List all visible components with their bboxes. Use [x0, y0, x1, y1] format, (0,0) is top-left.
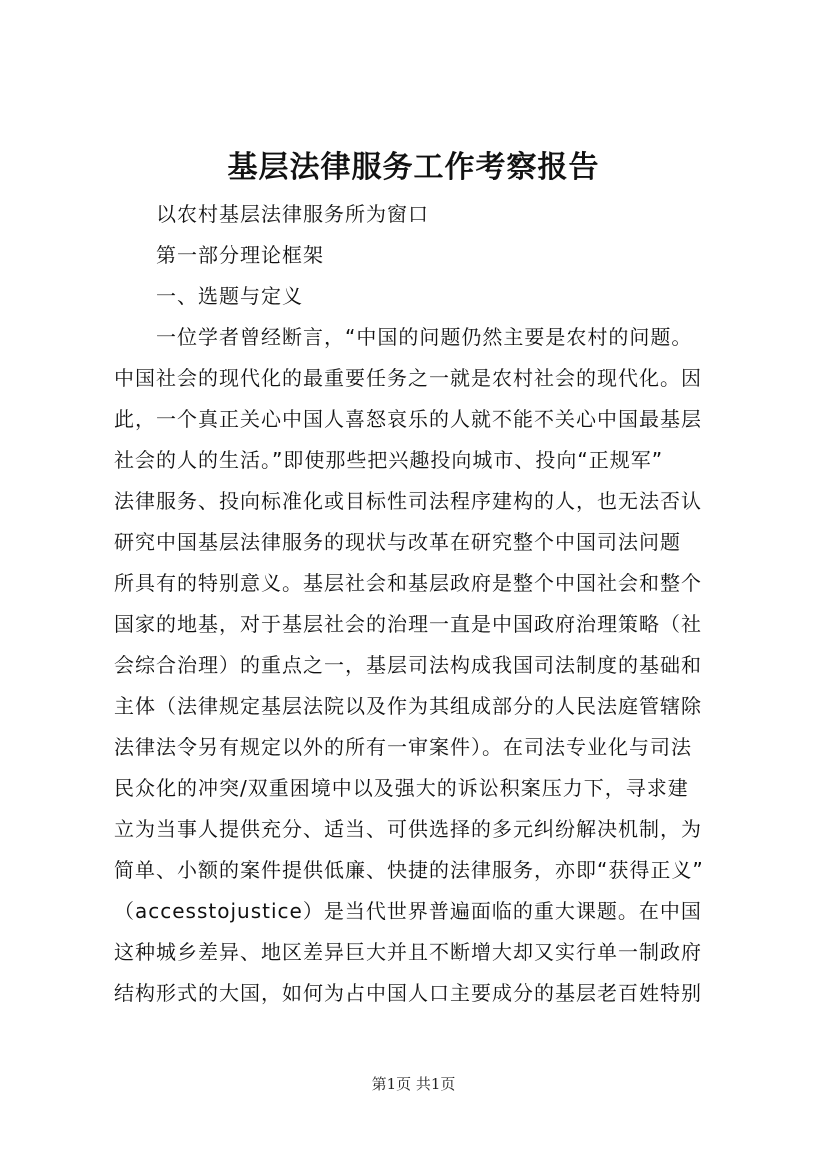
paragraph-line: 社会的人的生活。”即使那些把兴趣投向城市、投向“正规军” — [114, 448, 664, 472]
paragraph-line: 国家的地基，对于基层社会的治理一直是中国政府治理策略（社 — [114, 612, 702, 636]
paragraph-line: 立为当事人提供充分、适当、可供选择的多元纠纷解决机制，为 — [114, 817, 702, 841]
subsection-heading: 一、选题与定义 — [156, 284, 303, 308]
document-body — [114, 194, 754, 1014]
paragraph-line: 结构形式的大国，如何为占中国人口主要成分的基层老百姓特别 — [114, 981, 702, 1005]
paragraph-line: 法律法令另有规定以外的所有一审案件）。在司法专业化与司法 — [114, 735, 692, 759]
paragraph-line: 法律服务、投向标准化或目标性司法程序建构的人，也无法否认 — [114, 489, 702, 513]
paragraph-line: 简单、小额的案件提供低廉、快捷的法律服务，亦即“获得正义” — [114, 858, 704, 882]
paragraph-line: 会综合治理）的重点之一，基层司法构成我国司法制度的基础和 — [114, 653, 702, 677]
paragraph-line: 中国社会的现代化的最重要任务之一就是农村社会的现代化。因 — [114, 366, 702, 390]
document-title: 基层法律服务工作考察报告 — [227, 150, 600, 185]
paragraph-line: 所具有的特别意义。基层社会和基层政府是整个中国社会和整个 — [114, 571, 702, 595]
paragraph-line: （accesstojustice）是当代世界普遍面临的重大课题。在中国 — [114, 899, 702, 923]
paragraph — [114, 317, 754, 1014]
paragraph-line: 研究中国基层法律服务的现状与改革在研究整个中国司法问题 — [114, 530, 681, 554]
paragraph-line: 此，一个真正关心中国人喜怒哀乐的人就不能不关心中国最基层 — [114, 407, 702, 431]
paragraph-line: 民众化的冲突/双重困境中以及强大的诉讼积案压力下，寻求建 — [114, 776, 689, 800]
subtitle: 以农村基层法律服务所为窗口 — [156, 202, 429, 226]
paragraph-line: 主体（法律规定基层法院以及作为其组成部分的人民法庭管辖除 — [114, 694, 702, 718]
page-footer: 第1页 共1页 — [371, 1075, 456, 1093]
section-heading: 第一部分理论框架 — [156, 243, 324, 267]
paragraph-line: 一位学者曾经断言，“中国的问题仍然主要是农村的问题。 — [156, 325, 693, 349]
paragraph-line: 这种城乡差异、地区差异巨大并且不断增大却又实行单一制政府 — [114, 940, 702, 964]
